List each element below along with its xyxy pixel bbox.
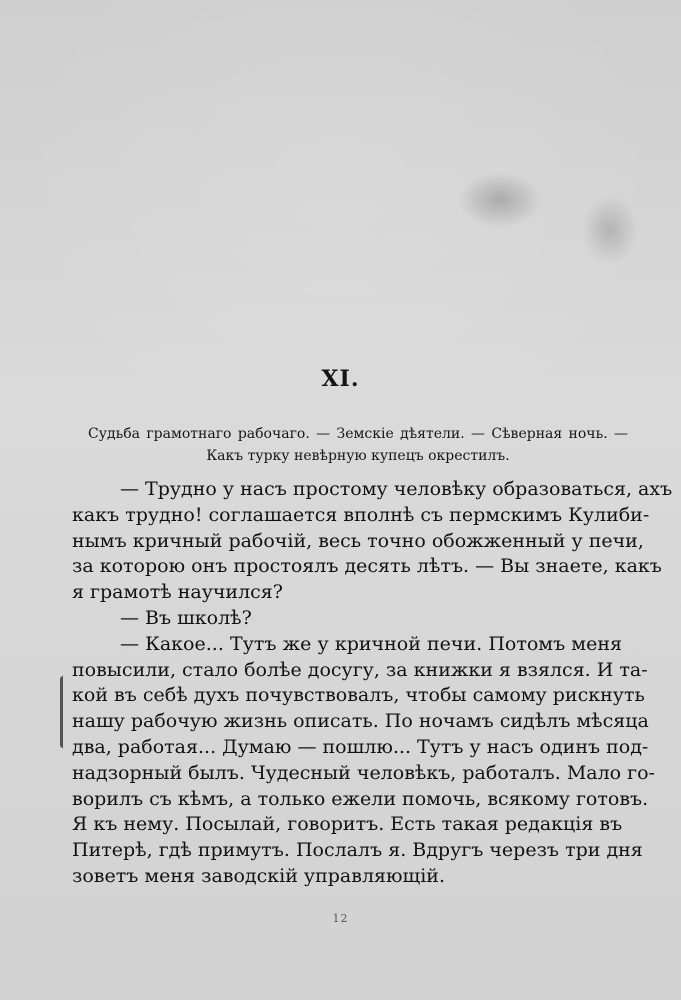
- text-line: ворилъ съ кѣмъ, а только ежели помочь, всякому готовъ.: [72, 787, 649, 810]
- text-line: кой въ себѣ духъ почувствовалъ, чтобы самому рискнуть: [72, 684, 645, 707]
- page-number: 12: [332, 912, 349, 925]
- body-text: [72, 477, 673, 890]
- chapter-summary: [88, 423, 628, 467]
- text-line: Питерѣ, гдѣ примутъ. Послалъ я. Вдругъ черезъ три дня: [72, 839, 643, 862]
- text-line: какъ трудно! соглашается вполнѣ съ пермскимъ Кулиби-: [72, 503, 650, 526]
- text-line: надзорный былъ. Чудесный человѣкъ, работалъ. Мало го-: [72, 761, 655, 784]
- text-line: — Въ школѣ?: [120, 606, 252, 629]
- text-line: два, работая... Думаю — пошлю... Тутъ у насъ одинъ под-: [72, 735, 649, 758]
- text-line: нашу рабочую жизнь описать. По ночамъ сидѣлъ мѣсяца: [72, 710, 649, 733]
- text-line: повысили, стало болѣе досугу, за книжки я взялся. И та-: [72, 658, 648, 681]
- summary-line: Какъ турку невѣрную купецъ окрестилъ.: [206, 448, 510, 464]
- text-line: за которою онъ простоялъ десять лѣтъ. — Вы знаете, какъ: [72, 555, 662, 578]
- text-line: нымъ кричный рабочій, весь точно обожженный у печи,: [72, 529, 644, 552]
- chapter-number: XI.: [321, 366, 360, 392]
- text-line: я грамотѣ научился?: [72, 581, 283, 604]
- text-line: — Какое... Тутъ же у кричной печи. Потомъ меня: [120, 632, 622, 655]
- text-line: — Трудно у насъ простому человѣку образоваться, ахъ: [120, 478, 673, 500]
- margin-pencil-mark: [60, 676, 69, 748]
- text-line: Я къ нему. Посылай, говоритъ. Есть такая редакція въ: [72, 813, 623, 836]
- summary-line: Судьба грамотнаго рабочаго. — Земскіе дѣятели. — Сѣверная ночь. —: [88, 426, 628, 442]
- text-line: зоветъ меня заводскій управляющій.: [72, 864, 445, 887]
